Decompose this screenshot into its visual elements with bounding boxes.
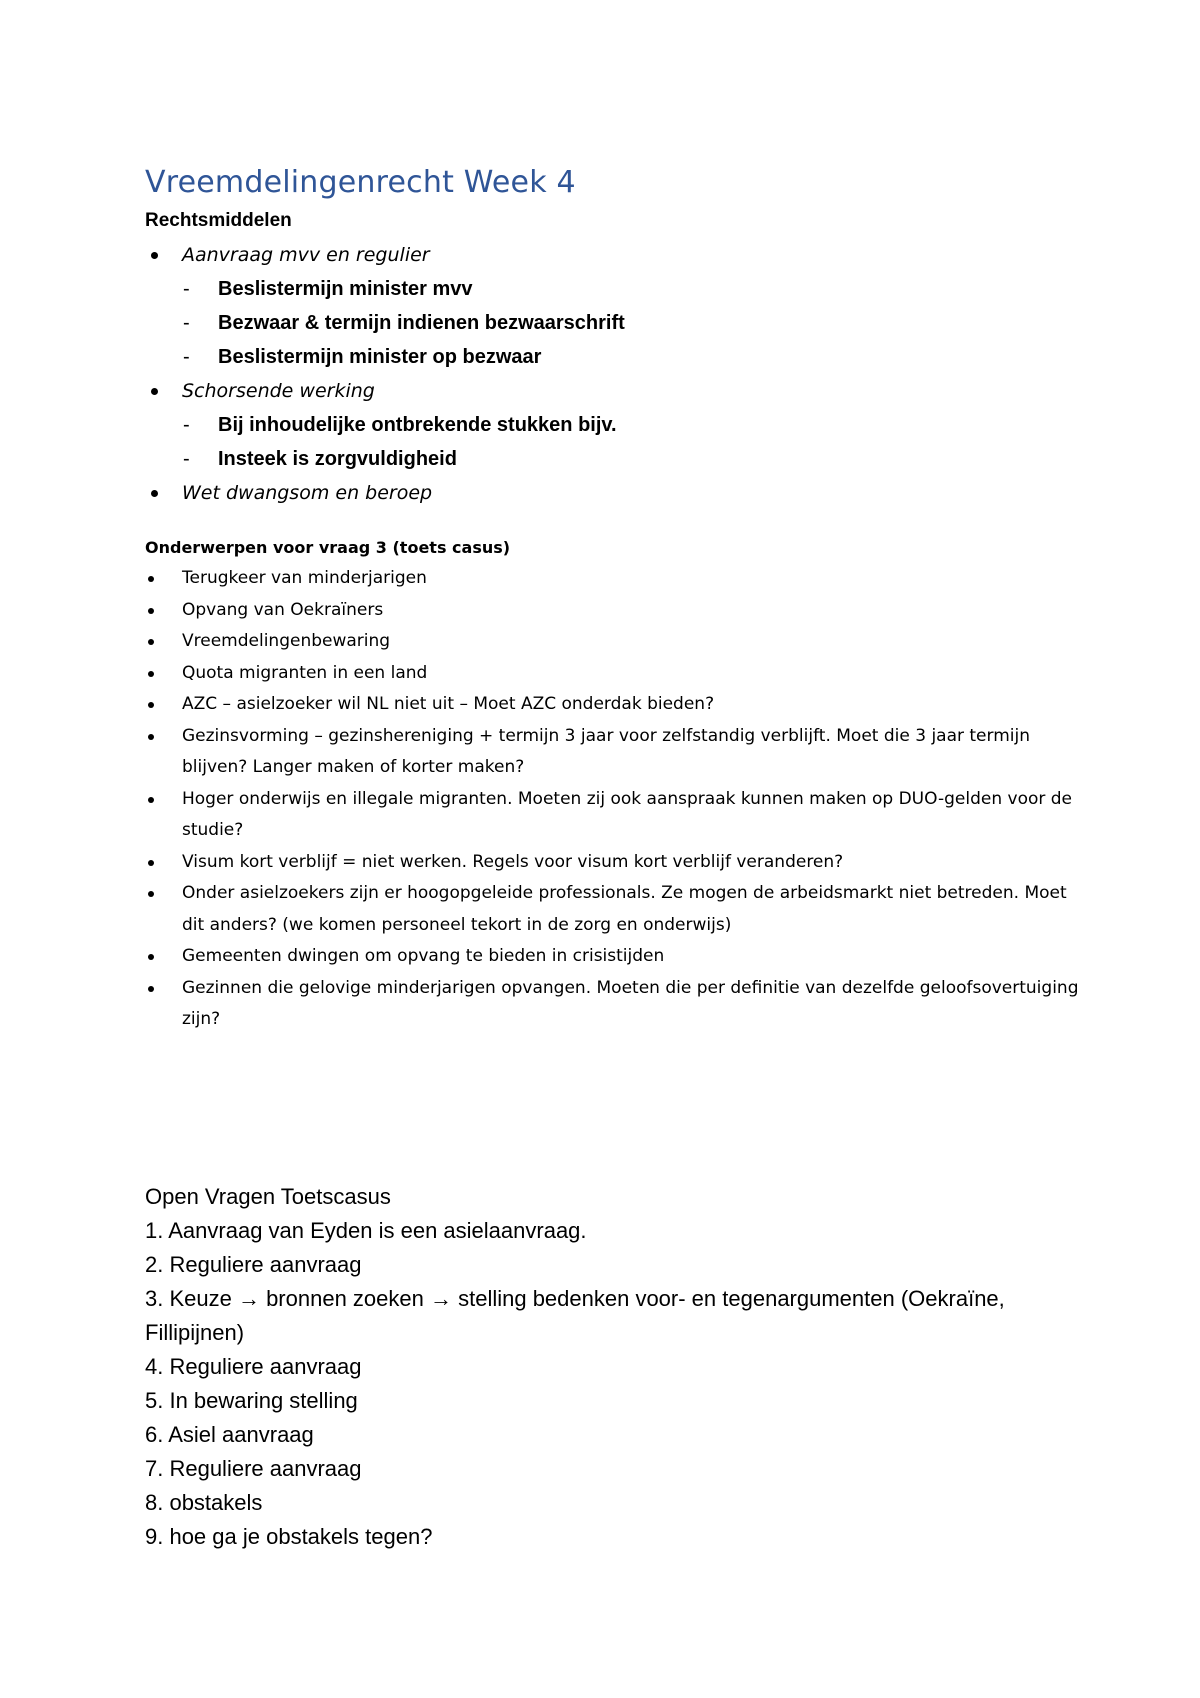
numbered-item: 1. Aanvraag van Eyden is een asielaanvraag. — [145, 1217, 587, 1243]
arrow-right-icon: → — [429, 1285, 452, 1311]
list-item: Visum kort verblijf = niet werken. Regels voor visum kort verblijf veranderen? — [145, 847, 1085, 879]
section-open-vragen — [145, 1180, 1085, 1554]
section-rechtsmiddelen — [145, 210, 1085, 510]
list-item: Onder asielzoekers zijn er hoogopgeleide professionals. Ze mogen de arbeidsmarkt niet betreden. Moet dit anders? (we komen personeel tekort in de zorg en onderwijs) — [145, 878, 1085, 941]
list-item: Quota migranten in een land — [145, 658, 1085, 690]
list-item: Gezinsvorming – gezinshereniging + termijn 3 jaar voor zelfstandig verblijft. Moet die 3 jaar termijn blijven? Langer maken of korter maken? — [145, 721, 1085, 784]
numbered-item: 6. Asiel aanvraag — [145, 1421, 314, 1447]
sub-list-item: - Insteek is zorgvuldigheid — [145, 442, 1085, 476]
list-item: Gemeenten dwingen om opvang te bieden in crisistijden — [145, 941, 1085, 973]
numbered-item: 4. Reguliere aanvraag — [145, 1353, 362, 1379]
sub-list-item: - Beslistermijn minister op bezwaar — [145, 340, 1085, 374]
list-item: Opvang van Oekraïners — [145, 595, 1085, 627]
section-onderwerpen — [145, 538, 1085, 1036]
numbered-item: 7. Reguliere aanvraag — [145, 1455, 362, 1481]
numbered-item: 8. obstakels — [145, 1489, 263, 1515]
numbered-item: 5. In bewaring stelling — [145, 1387, 358, 1413]
item-text: bronnen zoeken — [259, 1285, 430, 1311]
sub-list-item: - Bezwaar & termijn indienen bezwaarschrift — [145, 306, 1085, 340]
item-text: stelling bedenken voor- en tegenargumenten (Oekraïne, Fillipijnen) — [145, 1285, 1005, 1345]
item-text: 3. Keuze — [145, 1285, 238, 1311]
onderwerpen-list — [145, 563, 1085, 1036]
numbered-item: 2. Reguliere aanvraag — [145, 1251, 362, 1277]
section-heading: Rechtsmiddelen — [145, 210, 292, 231]
list-item: Terugkeer van minderjarigen — [145, 563, 1085, 595]
sub-list-item: - Beslistermijn minister mvv — [145, 272, 1085, 306]
list-item: AZC – asielzoeker wil NL niet uit – Moet AZC onderdak bieden? — [145, 689, 1085, 721]
list-item: Schorsende werking — [145, 374, 1085, 408]
list-item: Aanvraag mvv en regulier — [145, 238, 1085, 272]
section-heading: Open Vragen Toetscasus — [145, 1183, 391, 1209]
open-vragen-list — [145, 1214, 1085, 1554]
sub-list-item: - Bij inhoudelijke ontbrekende stukken bijv. — [145, 408, 1085, 442]
arrow-right-icon: → — [237, 1285, 260, 1311]
section-heading: Onderwerpen voor vraag 3 (toets casus) — [145, 538, 511, 557]
numbered-item: 9. hoe ga je obstakels tegen? — [145, 1523, 433, 1549]
document-content — [145, 165, 1085, 1554]
list-item: Gezinnen die gelovige minderjarigen opvangen. Moeten die per definitie van dezelfde geloofsovertuiging zijn? — [145, 973, 1085, 1036]
rechtsmiddelen-list — [145, 238, 1085, 510]
list-item: Hoger onderwijs en illegale migranten. Moeten zij ook aanspraak kunnen maken op DUO-gelden voor de studie? — [145, 784, 1085, 847]
list-item: Wet dwangsom en beroep — [145, 476, 1085, 510]
document-title: Vreemdelingenrecht Week 4 — [145, 165, 576, 200]
numbered-item — [145, 1282, 1085, 1350]
list-item: Vreemdelingenbewaring — [145, 626, 1085, 658]
